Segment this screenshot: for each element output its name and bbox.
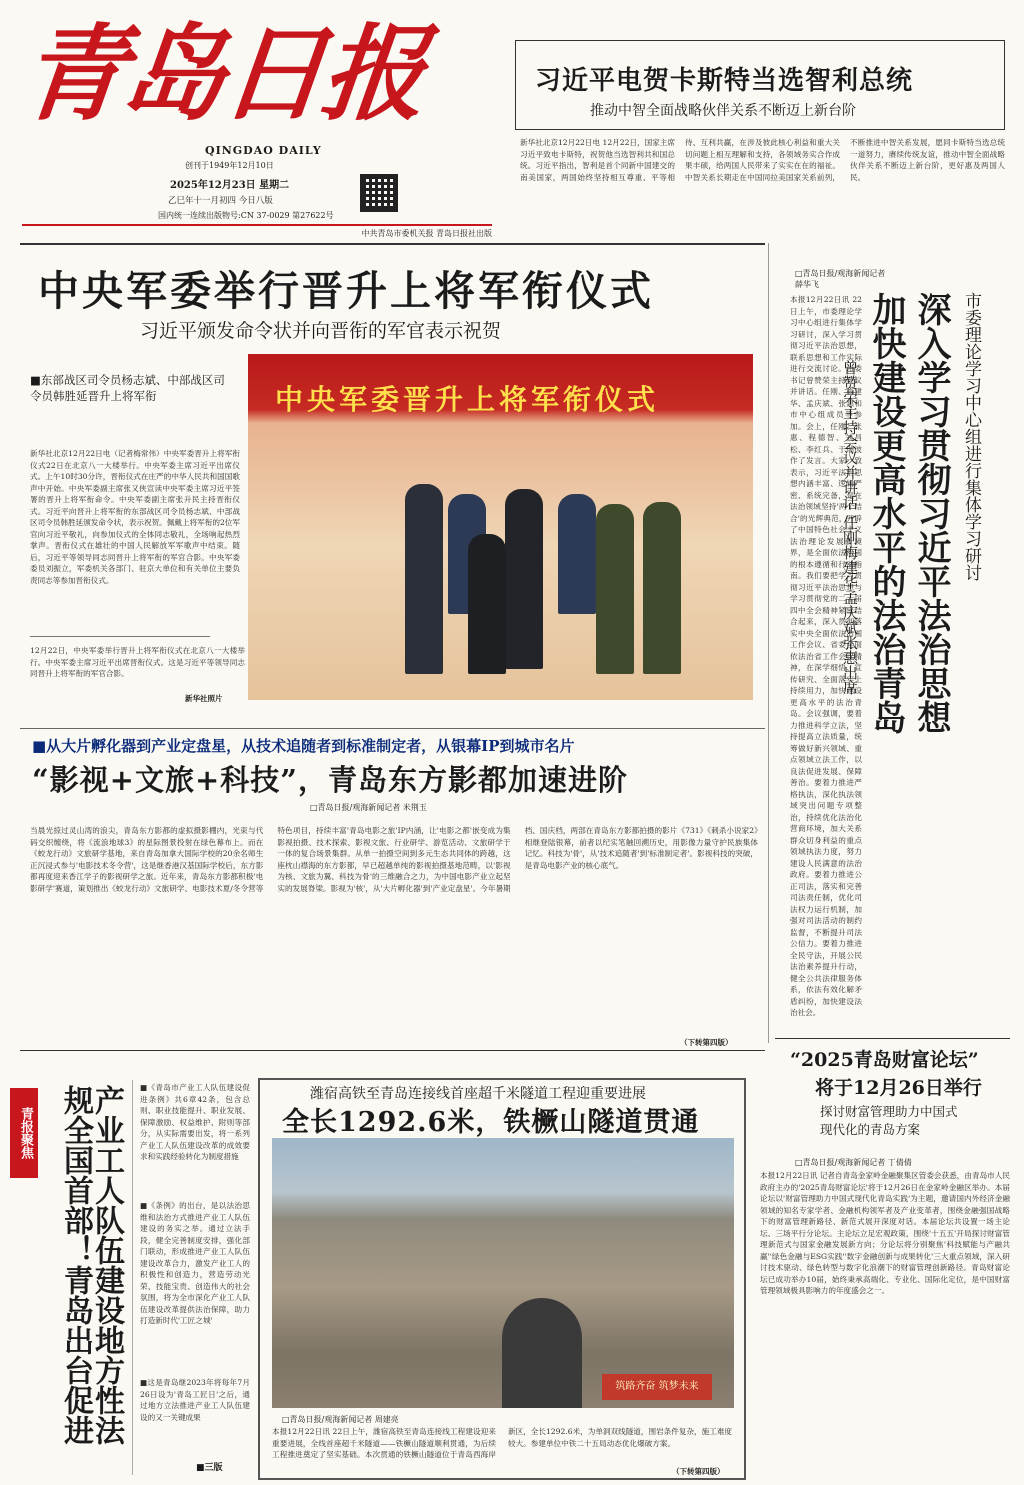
top-story-subheadline: 推动中智全面战略伙伴关系不断迈上新台阶 xyxy=(590,103,856,119)
masthead-logo xyxy=(15,12,492,138)
culture-continue[interactable]: （下转第四版） xyxy=(680,1038,733,1047)
forum-headline-2[interactable]: 将于12月26日举行 xyxy=(815,1077,982,1099)
right-story-sub1: 市委理论学习中心组进行集体学习研讨 xyxy=(961,292,981,581)
newspaper-title: 青岛日报 xyxy=(15,12,429,135)
qr-code-icon xyxy=(360,174,398,212)
culture-body: 当晨光掠过灵山湾的浪尖，青岛东方影都的虚拟摄影棚内，光束与代码交织缠绕，将《流浪地球3》的星际图景投射在绿色幕布上。而在《蛟龙行动》文旅研学基地，来自青岛加拿大国际学校的20余名师生正沉浸式参与'电影技术冬令营'，这是继香港汉基国际学校后，东方影都再度迎来香江学子的影视研学之旅。近年来，青岛东方影都积极'电影研学'赛道，策划推出《蛟龙行动》文旅研学、电影技术夏/冬令营等特色项目，持续丰富'青岛电影之旅'IP内涵，让'电影之都'嵌变成为集影视拍摄、技术探索、影视文旅、行业研学、游览活动、文旅研学于一体的复合场景集群。从单一拍摄空间到多元生态共同体的跨越，这座枕山襟海的东方影都，早已超越单纯的影视拍摄基地范畴，以'影视为核、文旅为翼、科技为骨'的三维融合之力，为中国电影产业立起坚实的发展脊梁。影视为'核'，从'大片孵化器'到'产业定盘星'。今年暑期档、国庆档，两部在青岛东方影都拍摄的影片《731》《刺杀小说家2》相继登陆银幕，前者以纪实笔触回溯历史，用影像力量守护民族集体记忆。科技为'骨'，从'技术追随者'到'标准制定者'。影视科技的突破，是青岛电影产业的核心底气。 xyxy=(30,826,758,893)
tunnel-banner: 筑路齐奋 筑梦未来 xyxy=(602,1374,712,1400)
person-figure xyxy=(558,494,596,614)
tunnel-headline[interactable]: 全长1292.6米，铁橛山隧道贯通 xyxy=(282,1107,700,1138)
focus-bullet-2: ■《条例》的出台，是以法治思维和法治方式推进产业工人队伍建设的务实之举。通过立法手段，健全完善制度安排，强化部门联动，形成推进产业工人队伍建设改革合力，激发产业工人的积极性和创造力，营造劳动光荣、技能宝贵、创造伟大的社会氛围，将为全市深化产业工人队伍建设改革提供法治保障，助力打造新时代'工匠之城' xyxy=(140,1201,250,1325)
forum-sub-1: 探讨财富管理助力中国式 xyxy=(820,1104,958,1119)
person-figure xyxy=(596,504,634,674)
main-subheadline: 习近平颁发命令状并向晋衔的军官表示祝贺 xyxy=(140,320,502,342)
founding-date: 创刊于1949年12月10日 xyxy=(185,161,274,170)
person-figure xyxy=(405,484,443,674)
publication-number: 国内统一连续出版物号:CN 37-0029 第27622号 xyxy=(158,211,334,220)
tunnel-byline: □青岛日报/观海新闻记者 周建亮 xyxy=(282,1415,399,1424)
side-caption: ■东部战区司令员杨志斌、中部战区司令员韩胜延晋升上将军衔 xyxy=(30,373,225,403)
person-figure xyxy=(505,489,543,669)
issue-date: 2025年12月23日 星期二 xyxy=(170,180,290,191)
person-figure xyxy=(643,502,681,674)
culture-kicker: ■从大片孵化器到产业定盘星，从技术追随者到标准制定者，从银幕IP到城市名片 xyxy=(32,737,575,755)
forum-body: 本报12月22日讯 记者自青岛金家岭金融聚集区管委会获悉，由青岛市人民政府主办的'2025青岛财富论坛'将于12月26日在金家岭金融区举办。本届论坛以'财富管理助力中国式现代化青岛实践'为主题，邀请国内外经济金融领域的知名专家学者、金融机构领军者及产业变革者，围绕金融强国战略下的财富管理新路径、新范式展开深度对话。本届论坛共设置一场主论坛、三场平行分论坛。主论坛立足宏观政策，围绕'十五五'开局探讨财富管理新范式与国家金融发展新方向；分论坛将分别聚焦'科技赋能与产融共赢''绿色金融与ESG实践''数字金融创新与成果转化'三大重点领域，深入研讨技术驱动、绿色转型与数字化浪潮下的财富管理创新路径。青岛财富论坛已成功举办10届，始终秉承高端化、专业化、国际化定位，是中国财富管理领域极具影响力的年度盛会之一。 xyxy=(760,1171,1010,1295)
focus-page-ref[interactable]: ■三版 xyxy=(196,1463,223,1473)
tunnel-portal xyxy=(502,1298,582,1408)
right-story-headline[interactable] xyxy=(905,292,951,852)
right-story-headline-2[interactable] xyxy=(860,292,906,852)
tunnel-body: 本报12月22日讯 22日上午，潍宿高铁至青岛连接线工程建设迎来重要进展，全线首座超千米隧道——铁橛山隧道顺利贯通，为后续工程推进奠定了坚实基础。本次贯通的铁橛山隧道位于青岛西海岸新区，全长1292.6米，为单洞双线隧道，围岩条件复杂，施工难度较大。参建单位中铁二十五局动态优化爆破方案。 xyxy=(272,1427,733,1459)
tunnel-photo xyxy=(272,1138,734,1408)
focus-bullet-1: ■《青岛市产业工人队伍建设促进条例》共6章42条，包含总则、职业技能提升、职业发展、保障激励、权益维护、附则等部分，从实际需要出发，将一系列产业工人队伍建设改革的成效要求和实践经验转化为制度措施 xyxy=(140,1083,250,1161)
focus-headline[interactable]: 产业工人队伍建设地方性法规全国首部！青岛出台促进 xyxy=(58,1085,124,1445)
forum-sub-2: 现代化的青岛方案 xyxy=(820,1122,921,1137)
top-story-body: 新华社北京12月22日电 12月22日，国家主席习近平致电卡斯特，祝贺他当选智利共和国总统。习近平指出，智利是首个同新中国建交的南美国家，两国始终坚持相互尊重、平等相待、互利共赢，在涉及彼此核心利益和重大关切问题上相互理解和支持，各领域务实合作成果丰硕，给两国人民带来了实实在在的福祉。中智关系长期走在中国同拉美国家关系前列，不断推进中智关系发展，愿同卡斯特当选总统一道努力，赓续传统友谊，推动中智全面战略伙伴关系不断迈上新台阶，更好惠及两国人民。 xyxy=(520,138,1005,182)
forum-byline: □青岛日报/观海新闻记者 丁倩倩 xyxy=(795,1158,912,1167)
forum-headline-1[interactable]: “2025青岛财富论坛” xyxy=(790,1049,979,1071)
photo-credit: 新华社照片 xyxy=(185,694,223,703)
tunnel-continue[interactable]: （下转第四版） xyxy=(672,1467,725,1476)
culture-byline: □青岛日报/观海新闻记者 米荆玉 xyxy=(310,803,427,812)
top-story-headline[interactable]: 习近平电贺卡斯特当选智利总统 xyxy=(535,66,914,96)
culture-headline[interactable]: “影视+文旅+科技”，青岛东方影都加速进阶 xyxy=(32,763,628,797)
person-figure xyxy=(468,534,506,674)
main-headline[interactable]: 中央军委举行晋升上将军衔仪式 xyxy=(38,267,654,315)
tunnel-kicker: 潍宿高铁至青岛连接线首座超千米隧道工程迎重要进展 xyxy=(310,1086,646,1102)
photo-caption: 12月22日，中央军委举行晋升上将军衔仪式在北京八一大楼举行。中央军委主席习近平出席晋衔仪式。这是习近平等领导同志同晋升上将军衔的军官合影。 xyxy=(30,646,245,678)
lunar-date-edition: 乙巳年十一月初四 今日八版 xyxy=(168,196,273,206)
main-story-body: 新华社北京12月22日电（记者梅常伟）中央军委晋升上将军衔仪式22日在北京八一大楼举行。中央军委主席习近平出席仪式。上午10时30分许，晋衔仪式在庄严的中华人民共和国国歌声中开始。中央军委副主席张又侠宣读中央军委主席习近平签署的晋升上将军衔命令。中央军委副主席张升民主持晋衔仪式。习近平向晋升上将军衔的东部战区司令员杨志斌、中部战区司令员韩胜延颁发命令状，表示祝贺。佩戴上将军衔的2位军官向习近平敬礼，向参加仪式的全体同志敬礼，全场响起热烈掌声。晋衔仪式在雄壮的中国人民解放军军歌声中结束。随后，习近平等领导同志同晋升上将军衔的军官合影。中央军委委员刘振立，军委机关各部门、驻京大单位和有关单位主要负责同志等参加晋衔仪式。 xyxy=(30,449,240,585)
right-story-sub2: 曾赞荣主持会议并讲话 任刚梅建华孟庆斌张惠出席 xyxy=(841,360,859,695)
right-headline-line2: 加快建设更高水平的法治青岛 xyxy=(866,292,906,734)
right-story-byline: □青岛日报/观海新闻记者 薛华飞 xyxy=(795,269,886,289)
newspaper-english-title: QINGDAO DAILY xyxy=(205,144,322,157)
publisher-line: 中共青岛市委机关报 青岛日报社出版 xyxy=(22,224,492,239)
right-story-body: 本报12月22日讯 22日上午，市委理论学习中心组进行集体学习研讨，深入学习贯彻习近平法治思想，联系思想和工作实际进行交流讨论。市委书记曾赞荣主持会议并讲话。任刚、梅建华、孟庆斌、张惠和市中心组成员等参加。会上，任刚、张惠、程德智、刘昌松、李红兵、于瑞波作了发言。大家一致表示，习近平法治思想内涵丰富、逻辑严密、系统完备，是在法治领域坚持'两个结合'的光辉典范，开辟了中国特色社会主义法治理论发展新境界，是全面依法治国的根本遵循和行动指南。我们要把学习贯彻习近平法治思想与学习贯彻党的二十届四中全会精神紧密结合起来，深入贯彻落实中央全面依法治国工作会议、省委全面依法治省工作会议精神，在深学细悟、宣传研究、全面落实上持续用力，加快建设更高水平的法治青岛。会议强调，要着力推进科学立法，坚持提高立法质量，统筹做好新兴领域、重点领域立法工作，以良法促进发展、保障善治。要着力推进严格执法，深化执法领域突出问题专项整治，持续优化法治化营商环境，加大关系群众切身利益的重点领域执法力度，努力建设人民满意的法治政府。要着力推进公正司法，落实和完善司法责任制，优化司法权力运行机制，加强对司法活动的制约监督，不断提升司法公信力。要着力推进全民守法，开展公民法治素养提升行动，健全公共法律服务体系，依法有效化解矛盾纠纷，加快建设法治社会。 xyxy=(790,295,862,1017)
focus-bullet-3: ■这是青岛继2023年将每年7月26日设为'青岛工匠日'之后，通过地方立法推进产业工人队伍建设的又一关键成果 xyxy=(140,1378,250,1422)
focus-tag: 青报聚焦 xyxy=(10,1088,38,1178)
right-headline-line1: 深入学习贯彻习近平法治思想 xyxy=(911,292,951,734)
ceremony-banner: 中央军委晋升上将军衔仪式 xyxy=(275,383,660,416)
